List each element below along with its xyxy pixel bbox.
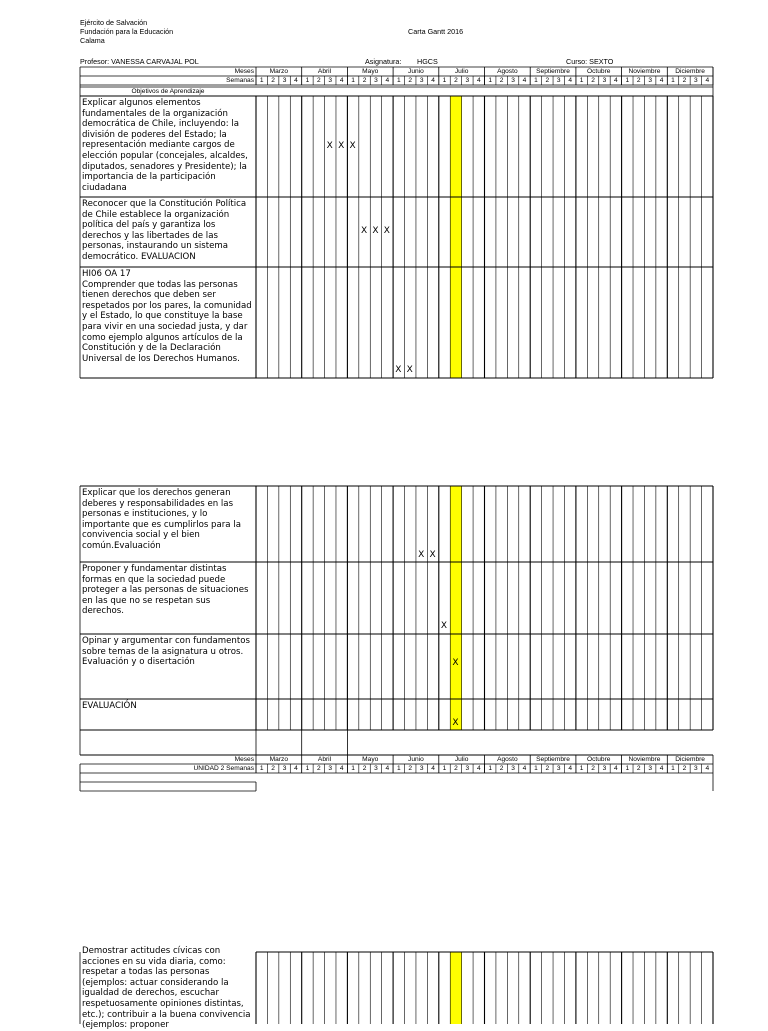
x-mark: X xyxy=(452,658,459,668)
objectives-header: Objetivos de Aprendizaje xyxy=(131,87,205,95)
week-number: 3 xyxy=(602,764,607,772)
week-number: 3 xyxy=(328,764,333,772)
week-number: 2 xyxy=(454,76,458,84)
week-number: 2 xyxy=(408,76,413,84)
week-number: 3 xyxy=(556,76,561,84)
week-number: 4 xyxy=(476,76,481,84)
week-number: 4 xyxy=(705,76,710,84)
week-number: 3 xyxy=(465,76,470,84)
week-number: 3 xyxy=(419,76,424,84)
week-number: 3 xyxy=(374,76,378,84)
x-mark: X xyxy=(418,550,425,560)
x-mark: X xyxy=(395,365,402,375)
x-mark: X xyxy=(349,141,356,151)
teacher-name: Profesor: VANESSA CARVAJAL POL xyxy=(80,57,199,66)
objective-text: Demostrar actitudes cívicas con acciones en su vida diaria, como: respetar a todas las personas (ejemplos: actuar considerando la igualdad de derechos, escuchar respetuosamente opiniones distintas, etc.); contribuir a la buena convivencia (ejemplos: proponer xyxy=(82,946,254,1031)
week-number: 3 xyxy=(374,764,378,772)
month-label: Junio xyxy=(408,755,424,763)
week-number: 2 xyxy=(271,764,275,772)
week-number: 2 xyxy=(362,76,367,84)
week-number: 4 xyxy=(614,76,618,84)
highlight-column xyxy=(450,96,461,378)
month-label: Octubre xyxy=(587,755,611,763)
week-number: 2 xyxy=(454,764,458,772)
month-label: Marzo xyxy=(269,755,288,763)
objective-text: HI06 OA 17 Comprender que todas las personas tienen derechos que deben ser respetados por los pares, la comunidad y el Estado, lo que constituye la base para vivir en una sociedad justa, y dar como ejemplo algunos artículos de la Constitución y de la Declaración Universal de los Derechos Humanos. xyxy=(82,269,252,364)
x-mark: X xyxy=(452,718,459,728)
x-mark: X xyxy=(338,141,345,151)
week-number: 1 xyxy=(305,76,310,84)
week-number: 1 xyxy=(579,76,584,84)
week-number: 2 xyxy=(591,76,595,84)
city-name: Calama xyxy=(80,36,105,45)
objective-text: Explicar que los derechos generan deberes y responsabilidades en las personas e instituciones, y lo importante que es cumplirlos para la convivencia social y el bien común.Evaluación xyxy=(82,488,244,551)
week-number: 4 xyxy=(385,764,390,772)
month-label: Agosto xyxy=(497,67,518,75)
month-label: Diciembre xyxy=(675,755,705,763)
week-number: 3 xyxy=(602,76,607,84)
week-number: 2 xyxy=(636,76,641,84)
week-number: 1 xyxy=(579,764,584,772)
highlight-column xyxy=(450,952,461,1024)
week-number: 2 xyxy=(362,764,367,772)
week-number: 1 xyxy=(259,76,264,84)
week-number: 1 xyxy=(534,76,538,84)
x-mark: X xyxy=(360,226,368,236)
week-number: 1 xyxy=(396,76,401,84)
week-number: 4 xyxy=(522,76,527,84)
week-number: 1 xyxy=(488,764,493,772)
document-title: Carta Gantt 2016 xyxy=(408,27,464,36)
month-label: Septiembre xyxy=(536,67,570,75)
objective-text: Reconocer que la Constitución Política de Chile establece la organización política del país y garantiza los derechos y las libertades de las personas, instaurando un sistema democrático. EVALUACION xyxy=(82,199,249,262)
week-number: 4 xyxy=(431,76,435,84)
x-mark: X xyxy=(440,621,448,631)
week-number: 2 xyxy=(682,76,687,84)
week-number: 4 xyxy=(522,764,527,772)
objective-text: Opinar y argumentar con fundamentos sobre temas de la asignatura u otros. Evaluación y o disertación xyxy=(82,636,253,668)
week-number: 4 xyxy=(476,764,481,772)
week-number: 3 xyxy=(282,764,287,772)
week-number: 1 xyxy=(534,764,538,772)
week-number: 1 xyxy=(259,764,264,772)
month-label: Julio xyxy=(454,755,469,763)
highlight-column xyxy=(450,486,461,730)
month-label: Noviembre xyxy=(628,755,661,763)
week-number: 4 xyxy=(431,764,435,772)
week-number: 2 xyxy=(499,76,504,84)
week-number: 3 xyxy=(648,76,652,84)
week-number: 1 xyxy=(442,76,447,84)
week-number: 2 xyxy=(636,764,641,772)
week-number: 3 xyxy=(556,764,561,772)
week-number: 1 xyxy=(351,764,355,772)
row-label-weeks: Semanas xyxy=(226,76,254,84)
month-label: Abril xyxy=(317,67,332,75)
week-number: 2 xyxy=(591,764,595,772)
month-label: Mayo xyxy=(362,67,379,75)
week-number: 1 xyxy=(625,764,630,772)
x-mark: X xyxy=(406,365,413,375)
week-number: 4 xyxy=(568,764,573,772)
week-number: 1 xyxy=(305,764,310,772)
week-number: 1 xyxy=(351,76,355,84)
week-number: 2 xyxy=(408,764,413,772)
subject-label: Asignatura: xyxy=(365,57,402,66)
week-number: 4 xyxy=(385,76,390,84)
x-mark: X xyxy=(383,226,390,236)
row-label-weeks: UNIDAD 2 Semanas xyxy=(193,764,254,772)
x-mark: X xyxy=(372,226,379,236)
week-number: 2 xyxy=(317,76,321,84)
week-number: 2 xyxy=(545,76,550,84)
row-label-months: Meses xyxy=(234,755,254,763)
week-number: 4 xyxy=(339,76,344,84)
week-number: 3 xyxy=(282,76,287,84)
week-number: 3 xyxy=(648,764,652,772)
week-number: 4 xyxy=(294,764,298,772)
foundation-name: Fundación para la Educación xyxy=(80,27,174,36)
week-number: 3 xyxy=(419,764,424,772)
week-number: 4 xyxy=(659,764,664,772)
week-number: 4 xyxy=(614,764,618,772)
x-mark: X xyxy=(326,141,333,151)
objective-text: Explicar algunos elementos fundamentales de la organización democrática de Chile, incluyendo: la división de poderes del Estado; la representación mediante cargos de elección popular (concejales, alcaldes, diputados, senadores y Presidente); la importancia de la participación ciudadana xyxy=(82,98,251,193)
week-number: 2 xyxy=(317,764,321,772)
objective-text: EVALUACIÓN xyxy=(82,701,137,711)
month-label: Agosto xyxy=(497,755,518,763)
week-number: 2 xyxy=(499,764,504,772)
week-number: 3 xyxy=(328,76,333,84)
week-number: 1 xyxy=(671,764,675,772)
month-label: Septiembre xyxy=(536,755,570,763)
week-number: 1 xyxy=(396,764,401,772)
month-label: Octubre xyxy=(587,67,611,75)
week-number: 2 xyxy=(545,764,550,772)
week-number: 3 xyxy=(465,764,470,772)
week-number: 3 xyxy=(511,764,515,772)
month-label: Noviembre xyxy=(628,67,661,75)
week-number: 1 xyxy=(442,764,447,772)
week-number: 4 xyxy=(705,764,710,772)
month-label: Marzo xyxy=(269,67,288,75)
week-number: 2 xyxy=(682,764,687,772)
month-label: Diciembre xyxy=(675,67,705,75)
course-label: Curso: SEXTO xyxy=(566,57,614,66)
week-number: 3 xyxy=(694,76,698,84)
week-number: 4 xyxy=(659,76,664,84)
row-label-months: Meses xyxy=(234,67,254,75)
week-number: 1 xyxy=(488,76,493,84)
week-number: 4 xyxy=(339,764,344,772)
month-label: Abril xyxy=(317,755,332,763)
week-number: 1 xyxy=(625,76,630,84)
institution-name: Ejército de Salvación xyxy=(80,18,148,27)
week-number: 1 xyxy=(671,76,675,84)
objective-text: Proponer y fundamentar distintas formas en que la sociedad puede proteger a las personas de situaciones en las que no se respetan sus derechos. xyxy=(82,564,252,617)
week-number: 4 xyxy=(568,76,573,84)
month-label: Junio xyxy=(408,67,424,75)
month-label: Julio xyxy=(454,67,469,75)
week-number: 4 xyxy=(294,76,298,84)
month-label: Mayo xyxy=(362,755,379,763)
week-number: 2 xyxy=(271,76,275,84)
x-mark: X xyxy=(429,550,436,560)
week-number: 3 xyxy=(694,764,698,772)
week-number: 3 xyxy=(511,76,515,84)
subject-value: HGCS xyxy=(417,57,438,66)
